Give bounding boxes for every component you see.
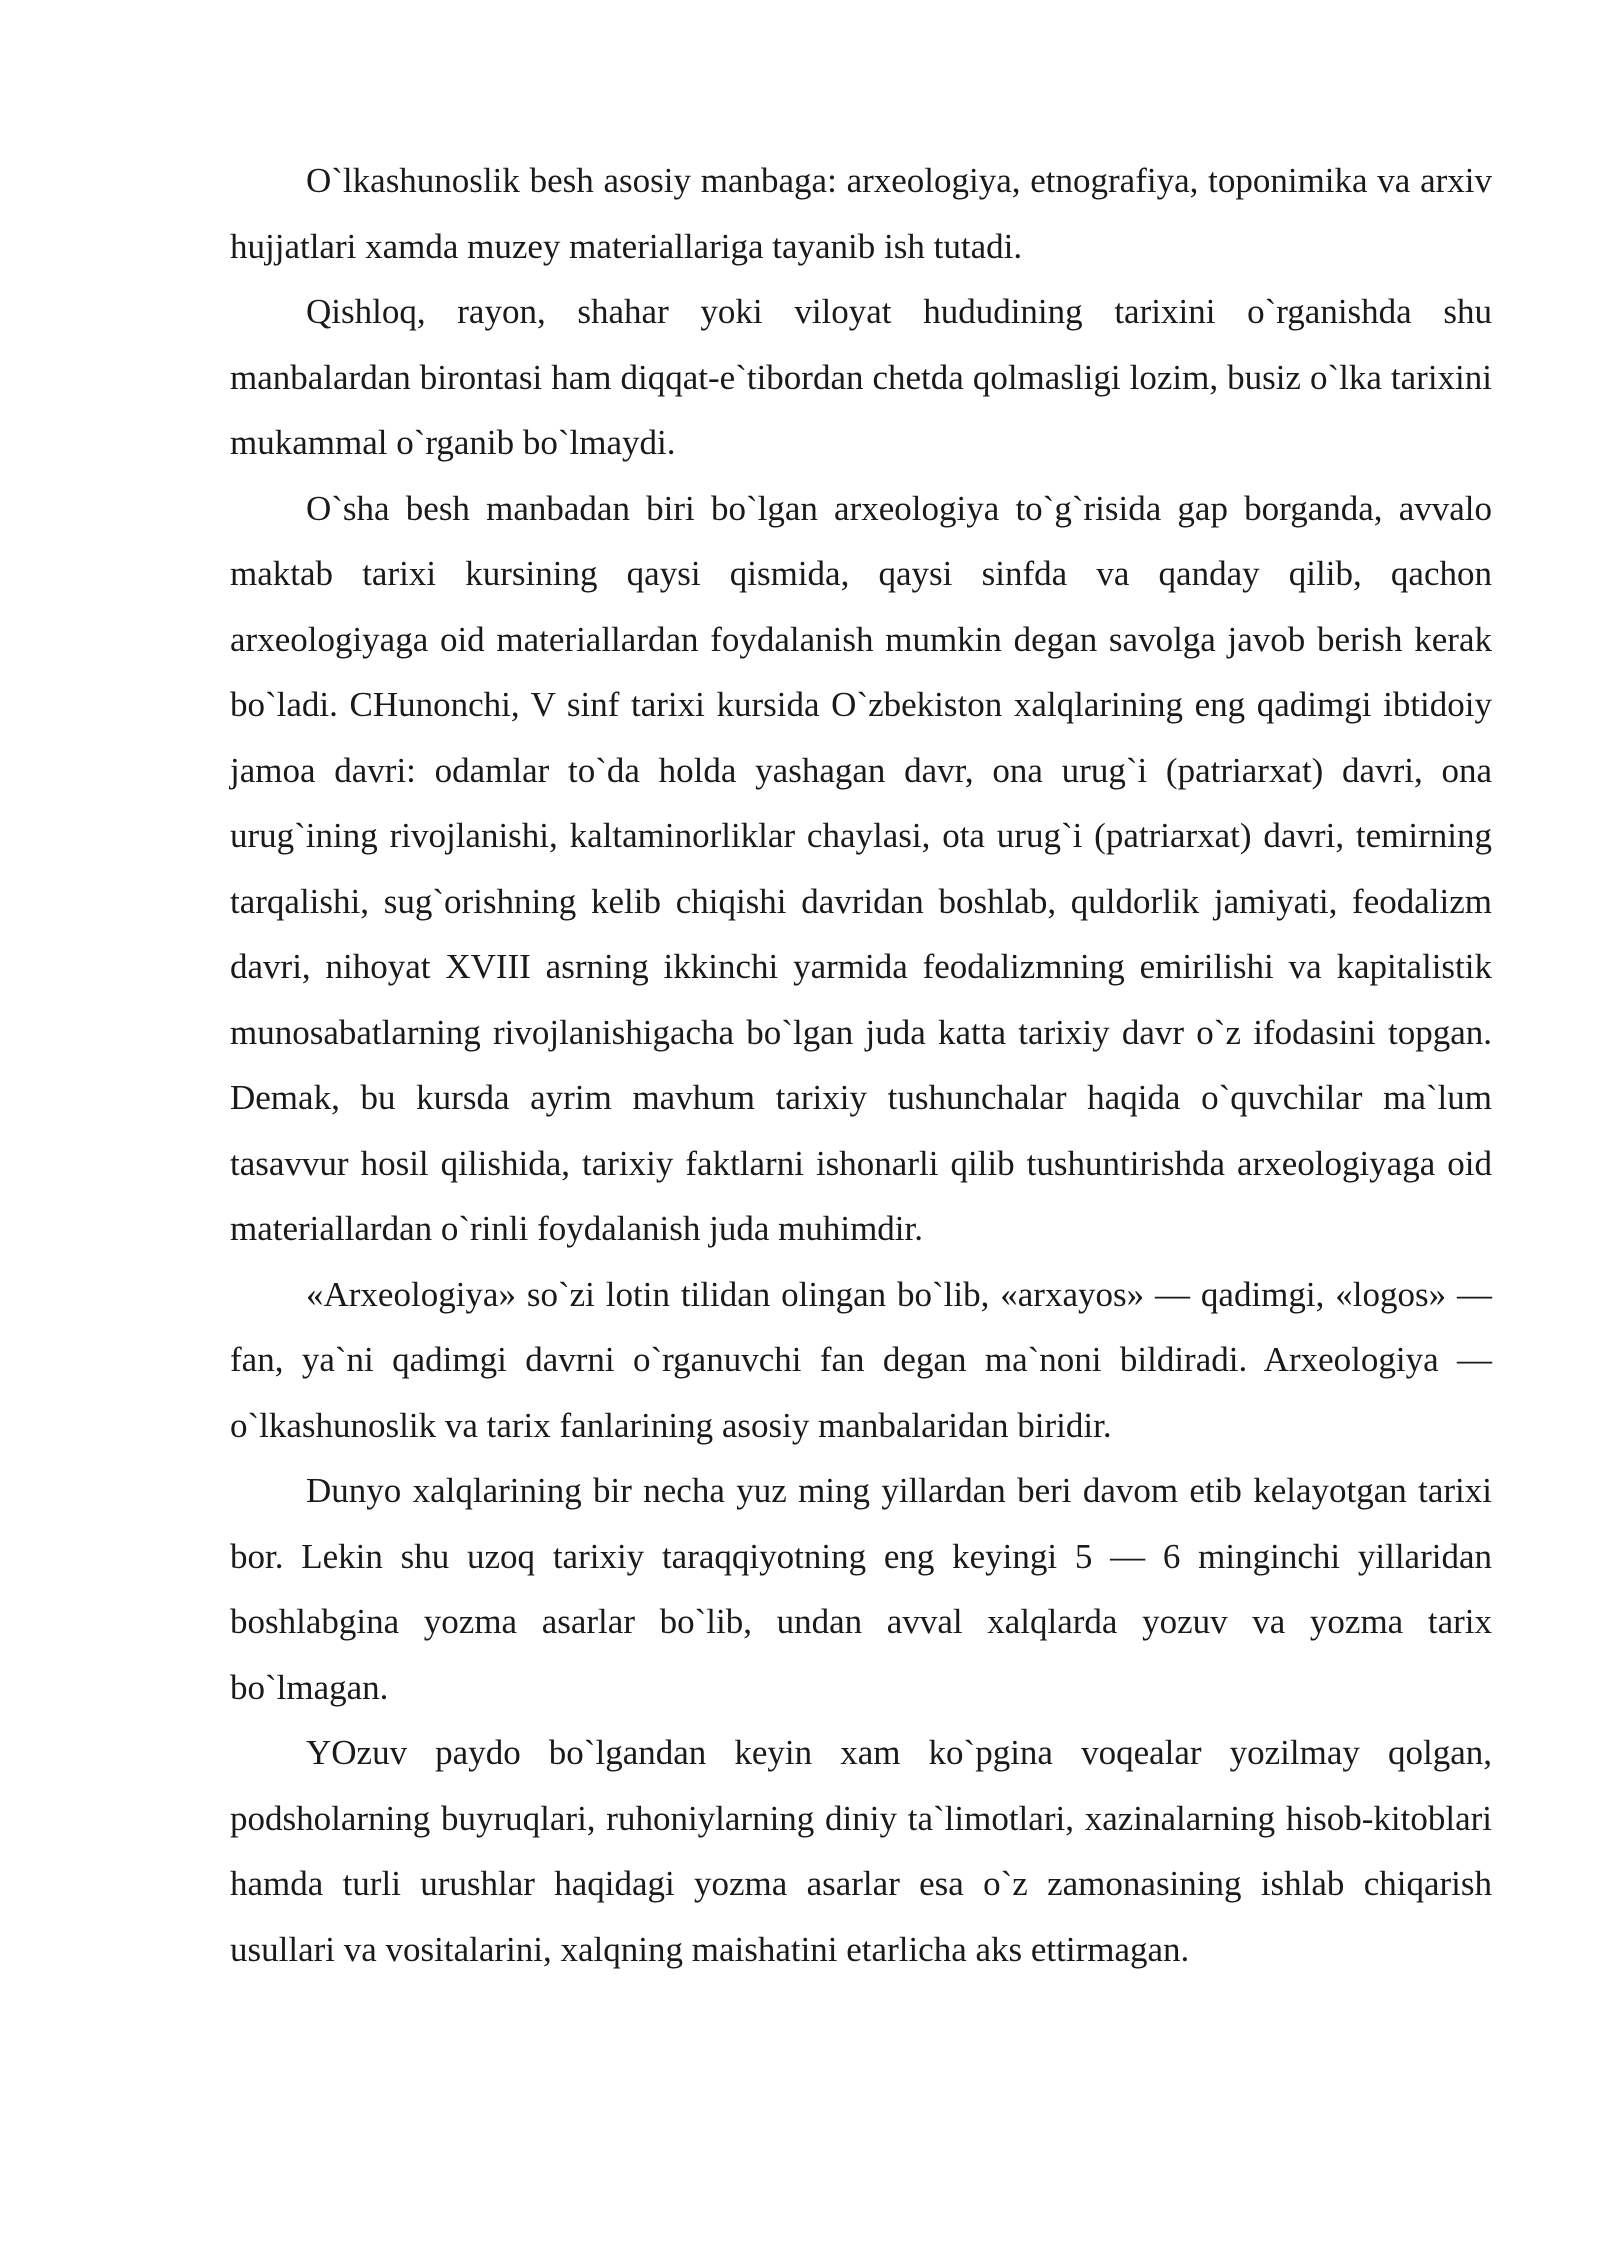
paragraph-archaeology-definition: «Arxeologiya» so`zi lotin tilidan olingan bo`lib, «arxayos» — qadimgi, «logos» — fan, ya`ni qadimgi davrni o`rganuvchi fan degan ma`noni bildiradi. Arxeologiya — o`lkashunoslik va tarix fanlarining asosiy manbalaridan biridir. [230,1274,1492,1445]
paragraph-written-history: Dunyo xalqlarining bir necha yuz ming yillardan beri davom etib kelayotgan tarixi bor. Lekin shu uzoq tarixiy taraqqiyotning eng keyingi 5 — 6 minginchi yillaridan boshlabgina yozma asarlar bo`lib, undan avval xalqlarda yozuv va yozma tarix bo`lmagan. [230,1471,1492,1707]
paragraph-archaeology-in-school: O`sha besh manbadan biri bo`lgan arxeologiya to`g`risida gap borganda, avvalo maktab tarixi kursining qaysi qismida, qaysi sinfda va qanday qilib, qachon arxeologiyaga oid materiallardan foydalanish mumkin degan savolga javob berish kerak bo`ladi. CHunonchi, V sinf tarixi kursida O`zbekiston xalqlarining eng qadimgi ibtidoiy jamoa davri: odamlar to`da holda yashagan davr, ona urug`i (patriarxat) davri, ona urug`ining rivojlanishi, kaltaminorliklar chaylasi, ota urug`i (patriarxat) davri, temirning tarqalishi, sug`orishning kelib chiqishi davridan boshlab, quldorlik jamiyati, feodalizm davri, nihoyat XVIII asrning ikkinchi yarmida feodalizmning emirilishi va kapitalistik munosabatlarning rivojlanishigacha bo`lgan juda katta tarixiy davr o`z ifodasini topgan. Demak, bu kursda ayrim mavhum tarixiy tushunchalar haqida o`quvchilar ma`lum tasavvur hosil qilishida, tarixiy faktlarni ishonarli qilib tushuntirishda arxeologiyaga oid materiallardan o`rinli foydalanish juda muhimdir. [230,488,1492,1248]
document-page [230,148,1492,1982]
paragraph-writing-limitations: YOzuv paydo bo`lgandan keyin xam ko`pgina voqealar yozilmay qolgan, podsholarning buyruqlari, ruhoniylarning diniy ta`limotlari, xazinalarning hisob-kitoblari hamda turli urushlar haqidagi yozma asarlar esa o`z zamonasining ishlab chiqarish usullari va vositalarini, xalqning maishatini etarlicha aks ettirmagan. [230,1733,1492,1969]
paragraph-local-history-study: Qishloq, rayon, shahar yoki viloyat hududining tarixini o`rganishda shu manbalardan birontasi ham diqqat-e`tibordan chetda qolmasligi lozim, busiz o`lka tarixini mukammal o`rganib bo`lmaydi. [230,292,1492,462]
paragraph-sources-overview: O`lkashunoslik besh asosiy manbaga: arxeologiya, etnografiya, toponimika va arxiv hujjatlari xamda muzey materiallariga tayanib ish tutadi. [230,161,1492,266]
